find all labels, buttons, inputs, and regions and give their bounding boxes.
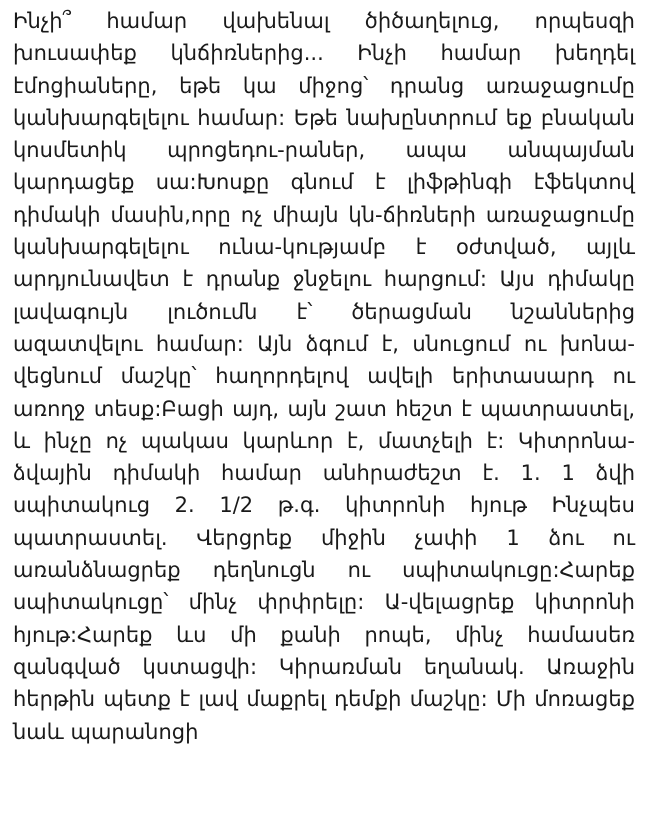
article-body-text: Ինչի՞ համար վախենալ ծիծաղելուց, որպեսզի խուսափեք կնճիռներից... Ինչի համար խեղդել էմոցիաները, եթե կա միջոց՝ դրանց առաջացումը կանխարգելելու համար: Եթե նախընտրում եք բնական կոսմետիկ պրոցեդու-րաներ, ապա անպայման կարդացեք սա:Խոսքը գնում է լիֆթինգի էֆեկտով դիմակի մասին,որը ոչ միայն կն-ճիռների առաջացումը կանխարգելելու ունա-կությամբ է օժտված, այլև արդյունավետ է դրանք ջնջելու հարցում: Այս դիմակը լավագույն լուծումն է՝ ծերացման նշաններից ազատվելու համար: Այն ձգում է, սնուցում ու խոնա-վեցնում մաշկը՝ հաղորդելով ավելի երիտասարդ ու առողջ տեսք:Բացի այդ, այն շատ հեշտ է պատրաստել, և ինչը ոչ պակաս կարևոր է, մատչելի է: Կիտրոնա-ձվային դիմակի համար անհրաժեշտ է. 1. 1 ձվի սպիտակուց 2. 1/2 թ.գ. կիտրոնի հյութ Ինչպես պատրաստել. Վերցրեք միջին չափի 1 ձու ու առանձնացրեք դեղնուցն ու սպիտակուցը:Հարեք սպիտակուցը՝ մինչ փրփրելը: Ա-վելացրեք կիտրոնի հյութ:Հարեք ևս մի քանի րոպե, մինչ համասեռ զանգված կստացվի: Կիրառման եղանակ. Առաջին հերթին պետք է լավ մաքրել դեմքի մաշկը: Մի մոռացեք նաև պարանոցի <box>13 9 635 744</box>
